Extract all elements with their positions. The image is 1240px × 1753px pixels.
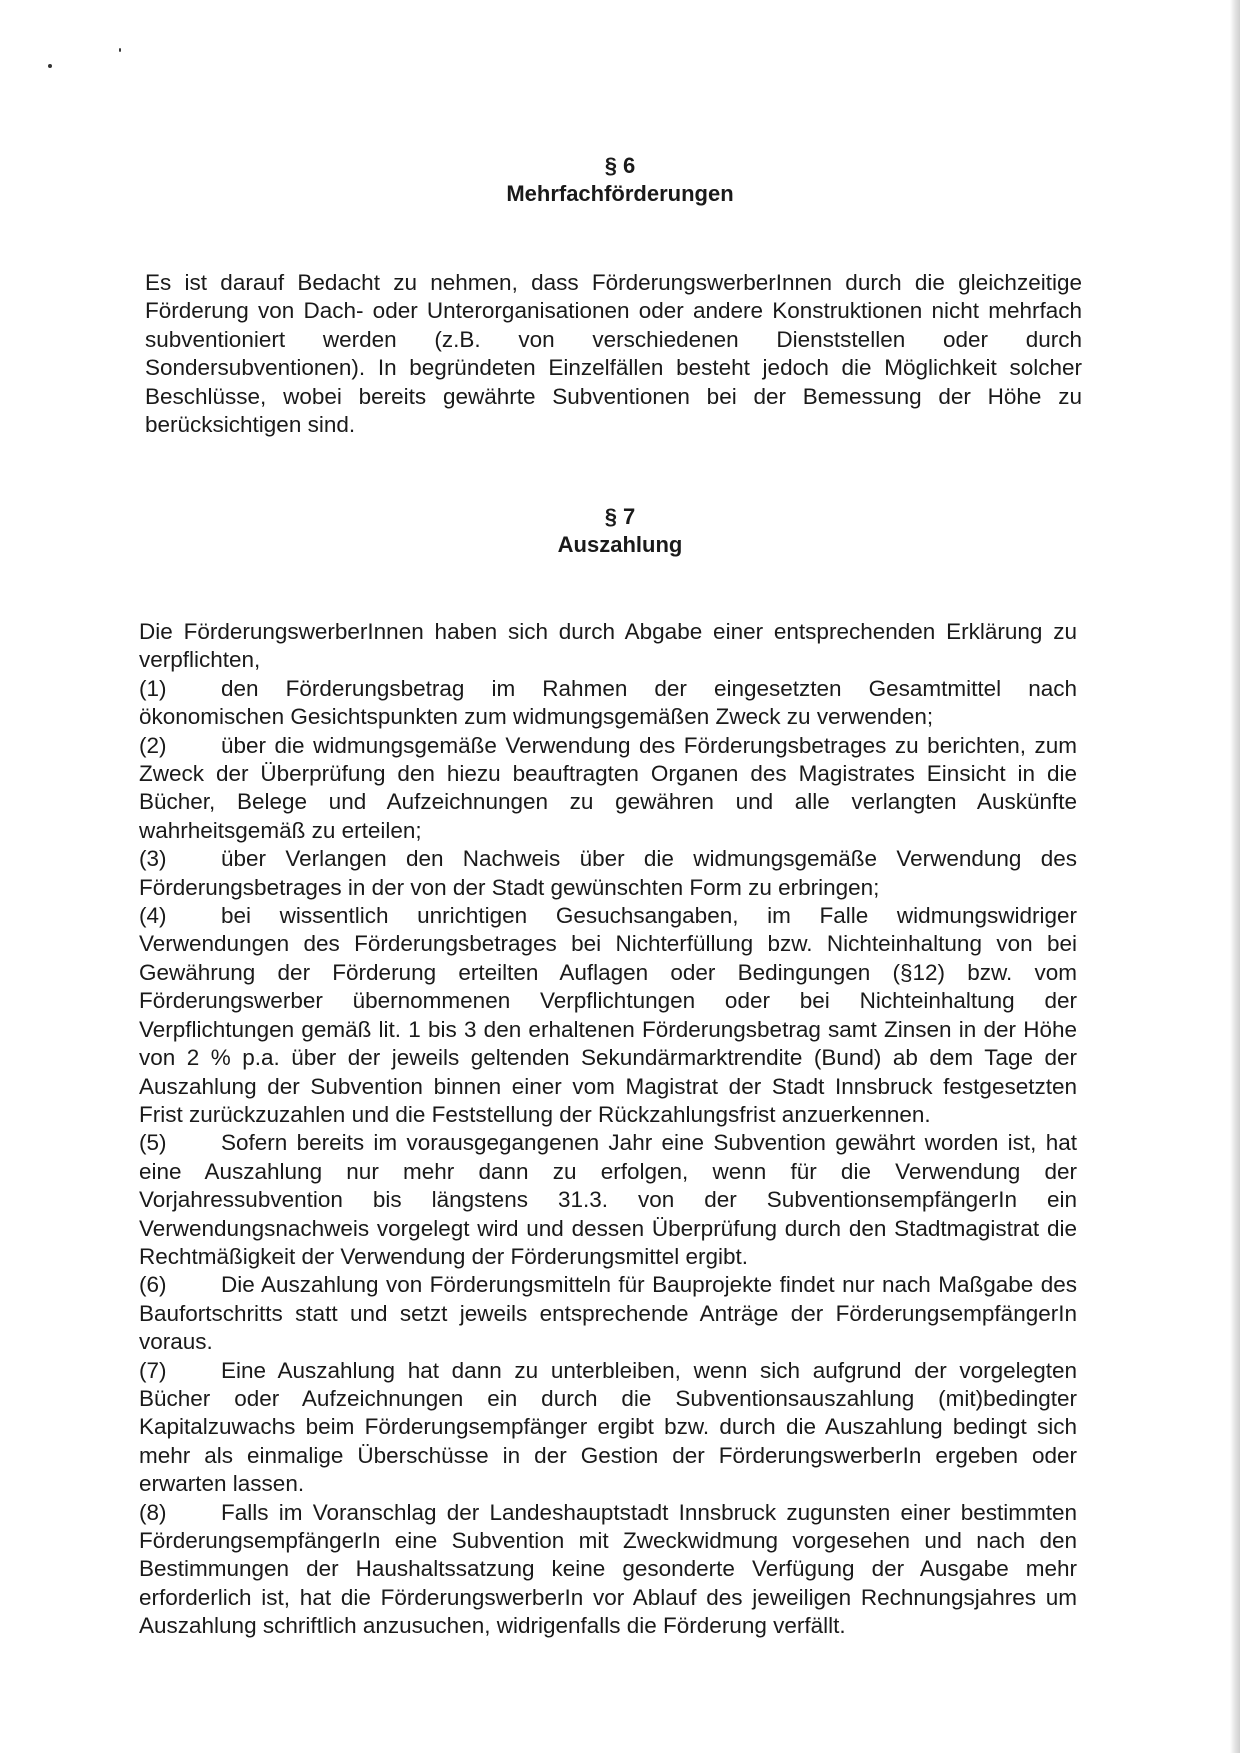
section-title: Auszahlung bbox=[557, 532, 683, 557]
item-label: (7) bbox=[139, 1357, 167, 1383]
section-7-body bbox=[139, 618, 1077, 1641]
item-label: (6) bbox=[139, 1272, 167, 1298]
item-label: (2) bbox=[139, 732, 167, 758]
section-title: Mehrfachförderungen bbox=[506, 181, 734, 206]
section-6-paragraph: Es ist darauf Bedacht zu nehmen, dass FörderungswerberInnen durch die gleichzeitige Förderung von Dach- oder Unterorganisationen oder andere Konstruktionen nicht mehrfach subventioniert werden (z.B. von verschiedenen Dienststellen oder durch Sondersubventionen). In begründeten Einzelfällen besteht jedoch die Möglichkeit solcher Beschlüsse, wobei bereits gewährte Subventionen bei der Bemessung der Höhe zu berücksichtigen sind. bbox=[145, 270, 1082, 438]
scan-speck bbox=[119, 48, 121, 52]
list-item bbox=[139, 1499, 1077, 1641]
section-7-intro: Die FörderungswerberInnen haben sich durch Abgabe einer entsprechenden Erklärung zu verpflichten, bbox=[139, 619, 1077, 673]
section-heading-6 bbox=[0, 152, 1240, 208]
list-item bbox=[139, 1357, 1077, 1499]
item-label: (4) bbox=[139, 903, 167, 929]
list-item bbox=[139, 1271, 1077, 1356]
section-heading-7 bbox=[0, 503, 1240, 559]
item-text: über Verlangen den Nachweis über die widmungsgemäße Verwendung des Förderungsbetrages in der von der Stadt gewünschten Form zu erbringen; bbox=[139, 846, 1077, 900]
list-item bbox=[139, 845, 1077, 902]
item-text: Eine Auszahlung hat dann zu unterbleiben, wenn sich aufgrund der vorgelegten Bücher oder Aufzeichnungen ein durch die Subventionsauszahlung (mit)bedingter Kapitalzuwachs beim Förderungsempfänger ergibt bzw. durch die Auszahlung bedingt sich mehr als einmalige Überschüsse in der Gestion der FörderungswerberIn ergeben oder erwarten lassen. bbox=[139, 1357, 1077, 1497]
scan-speck bbox=[48, 64, 52, 68]
list-item bbox=[139, 675, 1077, 732]
item-label: (8) bbox=[139, 1499, 167, 1525]
item-label: (1) bbox=[139, 675, 167, 701]
list-item bbox=[139, 732, 1077, 846]
item-text: bei wissentlich unrichtigen Gesuchsangaben, im Falle widmungswidriger Verwendungen des Förderungsbetrages bei Nichterfüllung bzw. Nichteinhaltung von bei Gewährung der Förderung erteilten Auflagen oder Bedingungen (§12) bzw. vom Förderungswerber übernommenen Verpflichtungen oder bei Nichteinhaltung der Verpflichtungen gemäß lit. 1 bis 3 den erhaltenen Förderungsbetrag samt Zinsen in der Höhe von 2 % p.a. über der jeweils geltenden Sekundärmarktrendite (Bund) ab dem Tage der Auszahlung der Subvention binnen einer vom Magistrat der Stadt Innsbruck festgesetzten Frist zurückzuzahlen und die Feststellung der Rückzahlungsfrist anzuerkennen. bbox=[139, 903, 1077, 1127]
item-text: Falls im Voranschlag der Landeshauptstadt Innsbruck zugunsten einer bestimmten FörderungsempfängerIn eine Subvention mit Zweckwidmung vorgesehen und nach den Bestimmungen der Haushaltssatzung keine gesonderte Verfügung der Ausgabe mehr erforderlich ist, hat die FörderungswerberIn vor Ablauf des jeweiligen Rechnungsjahres um Auszahlung schriftlich anzusuchen, widrigenfalls die Förderung verfällt. bbox=[139, 1499, 1077, 1639]
item-text: Die Auszahlung von Förderungsmitteln für Bauprojekte findet nur nach Maßgabe des Baufortschritts statt und setzt jeweils entsprechende Anträge der FörderungsempfängerIn voraus. bbox=[139, 1272, 1077, 1355]
section-number: § 7 bbox=[604, 504, 636, 529]
item-label: (5) bbox=[139, 1130, 167, 1156]
item-text: über die widmungsgemäße Verwendung des Förderungsbetrages zu berichten, zum Zweck der Überprüfung den hiezu beauftragten Organen des Magistrates Einsicht in die Bücher, Belege und Aufzeichnungen zu gewähren und alle verlangten Auskünfte wahrheitsgemäß zu erteilen; bbox=[139, 732, 1077, 843]
scan-edge-shading bbox=[1230, 0, 1240, 1753]
item-label: (3) bbox=[139, 846, 167, 872]
list-item bbox=[139, 1129, 1077, 1271]
item-text: Sofern bereits im vorausgegangenen Jahr eine Subvention gewährt worden ist, hat eine Auszahlung nur mehr dann zu erfolgen, wenn für die Verwendung der Vorjahressubvention bis längstens 31.3. von der SubventionsempfängerIn ein Verwendungsnachweis vorgelegt wird und dessen Überprüfung durch den Stadtmagistrat die Rechtmäßigkeit der Verwendung der Förderungsmittel ergibt. bbox=[139, 1130, 1077, 1269]
section-number: § 6 bbox=[604, 153, 636, 178]
item-text: den Förderungsbetrag im Rahmen der eingesetzten Gesamtmittel nach ökonomischen Gesichtspunkten zum widmungsgemäßen Zweck zu verwenden; bbox=[139, 675, 1077, 730]
list-item bbox=[139, 902, 1077, 1129]
